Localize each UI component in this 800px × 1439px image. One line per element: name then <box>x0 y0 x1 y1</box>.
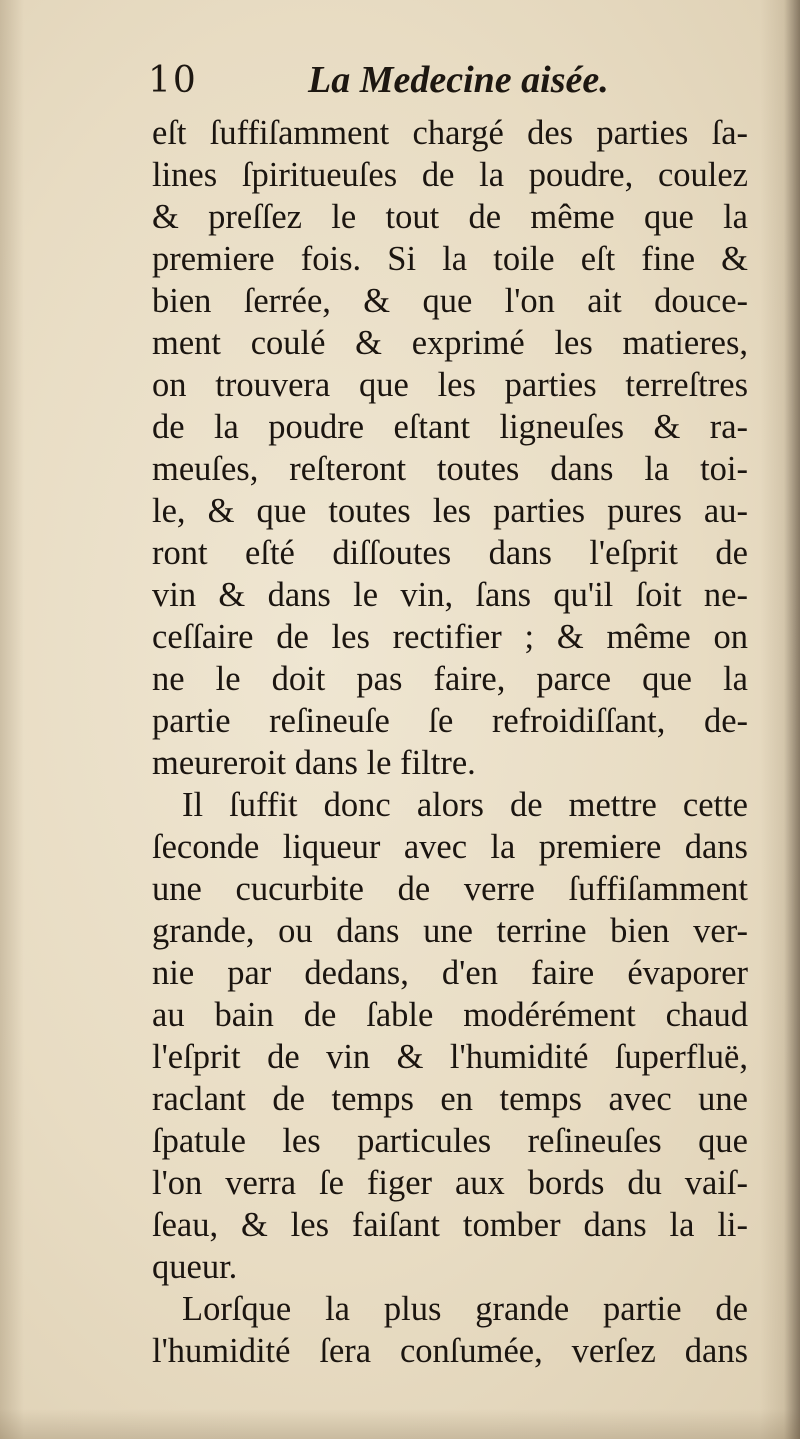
text-line: eſt ſuffiſamment chargé des parties ſa- <box>152 114 748 152</box>
text-line: premiere fois. Si la toile eſt fine & <box>152 240 748 278</box>
text-line: l'humidité ſera conſumée, verſez dans <box>152 1332 748 1370</box>
text-line: ſeconde liqueur avec la premiere dans <box>152 828 748 866</box>
text-line: meureroit dans le filtre. <box>152 744 476 782</box>
text-line: partie reſineuſe ſe refroidiſſant, de- <box>152 702 748 740</box>
text-line: ne le doit pas faire, parce que la <box>152 660 748 698</box>
running-title: La Medecine aisée. <box>308 59 609 101</box>
text-line: ront eſté diſſoutes dans l'eſprit de <box>152 534 748 572</box>
text-line: queur. <box>152 1248 238 1286</box>
text-line: une cucurbite de verre ſuffiſamment <box>152 870 748 908</box>
text-line: nie par dedans, d'en faire évaporer <box>152 954 748 992</box>
text-line: ment coulé & exprimé les matieres, <box>152 324 748 362</box>
text-line: ſeau, & les faiſant tomber dans la li- <box>152 1206 748 1244</box>
text-line: vin & dans le vin, ſans qu'il ſoit ne- <box>152 576 748 614</box>
text-line: l'eſprit de vin & l'humidité ſuperfluë, <box>152 1038 748 1076</box>
text-line: raclant de temps en temps avec une <box>152 1080 748 1118</box>
text-line: ceſſaire de les rectifier ; & même on <box>152 618 748 656</box>
page-header <box>148 54 748 110</box>
text-line: bien ſerrée, & que l'on ait douce- <box>152 282 748 320</box>
text-line: de la poudre eſtant ligneuſes & ra- <box>152 408 748 446</box>
body-text <box>152 112 748 1372</box>
text-line: au bain de ſable modérément chaud <box>152 996 748 1034</box>
text-line: meuſes, reſteront toutes dans la toi- <box>152 450 748 488</box>
page-number: 10 <box>148 60 198 101</box>
page-edge-bottom <box>0 1409 800 1439</box>
page-edge-left <box>0 0 24 1439</box>
text-line: on trouvera que les parties terreſtres <box>152 366 748 404</box>
page-edge-right <box>760 0 800 1439</box>
text-line: grande, ou dans une terrine bien ver- <box>152 912 748 950</box>
text-line: lines ſpiritueuſes de la poudre, coulez <box>152 156 748 194</box>
text-line: l'on verra ſe figer aux bords du vaiſ- <box>152 1164 748 1202</box>
text-line: Il ſuffit donc alors de mettre cette <box>182 786 748 824</box>
text-line: Lorſque la plus grande partie de <box>182 1290 748 1328</box>
text-line: ſpatule les particules reſineuſes que <box>152 1122 748 1160</box>
text-line: & preſſez le tout de même que la <box>152 198 748 236</box>
text-line: le, & que toutes les parties pures au- <box>152 492 748 530</box>
